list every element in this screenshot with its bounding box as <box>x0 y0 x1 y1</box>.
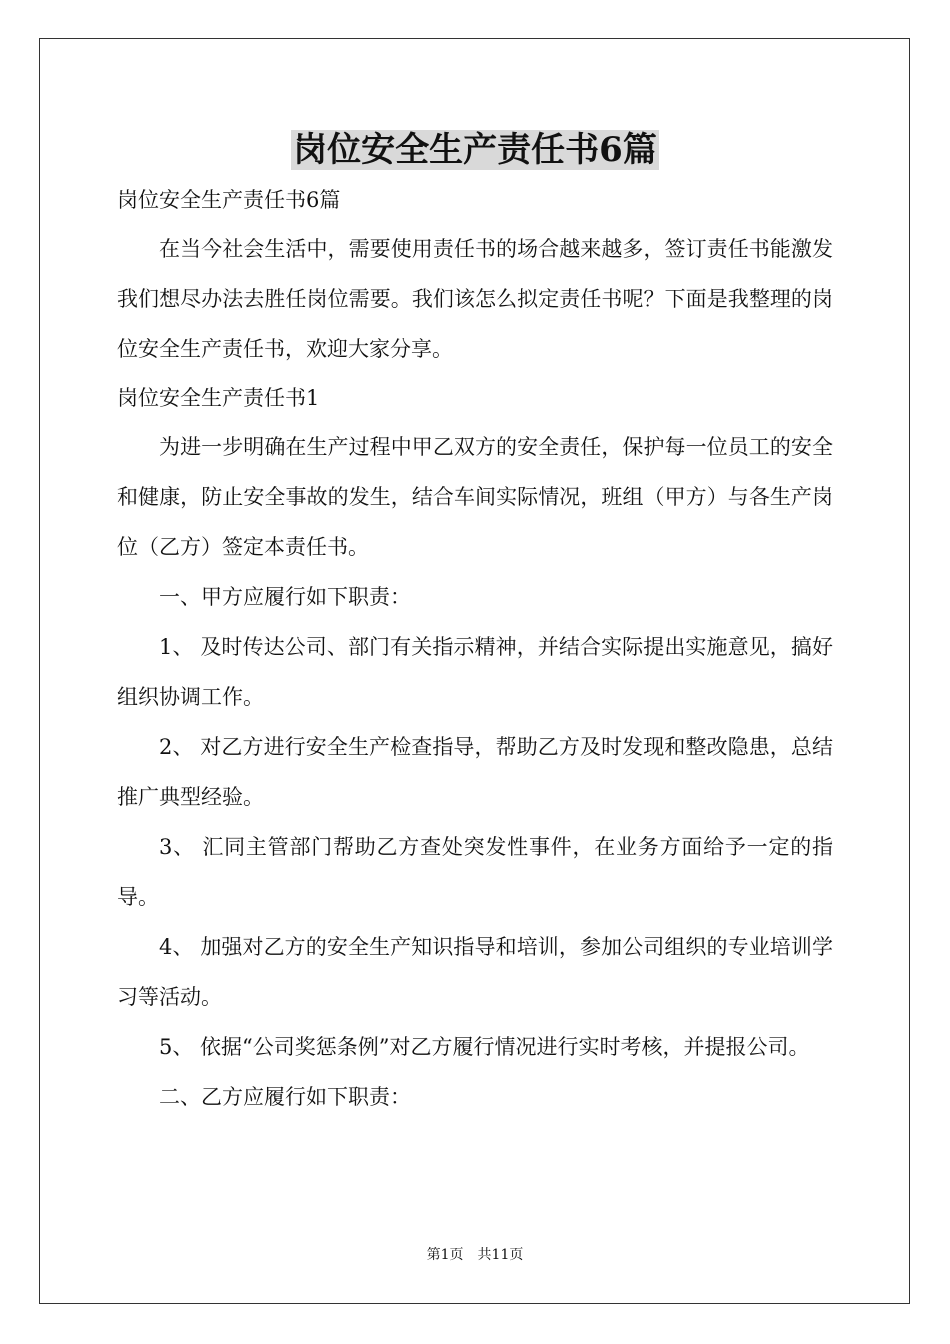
paragraph-party-b-heading: 二、乙方应履行如下职责： <box>159 1085 411 1109</box>
page-number: 第1页 <box>426 1247 464 1263</box>
paragraph-subtitle: 岗位安全生产责任书6篇 <box>117 188 341 212</box>
paragraph-section-heading: 岗位安全生产责任书1 <box>117 386 320 410</box>
paragraph-party-a-heading: 一、甲方应履行如下职责： <box>159 585 411 609</box>
paragraph-item-3: 3、 汇同主管部门帮助乙方查处突发性事件，在业务方面给予一定的指导。 <box>117 835 833 909</box>
paragraph-purpose: 为进一步明确在生产过程中甲乙双方的安全责任，保护每一位员工的安全和健康，防止安全事故的发生，结合车间实际情况，班组（甲方）与各生产岗位（乙方）签定本责任书。 <box>117 435 833 559</box>
page-total: 共11页 <box>477 1247 524 1263</box>
paragraph-item-5: 5、 依据“公司奖惩条例”对乙方履行情况进行实时考核，并提报公司。 <box>159 1035 810 1059</box>
paragraph-item-1: 1、 及时传达公司、部门有关指示精神，并结合实际提出实施意见，搞好组织协调工作。 <box>117 635 833 709</box>
paragraph-item-4: 4、 加强对乙方的安全生产知识指导和培训，参加公司组织的专业培训学习等活动。 <box>117 935 833 1009</box>
document-title-text: 岗位安全生产责任书6篇 <box>293 130 657 170</box>
paragraph-item-2: 2、 对乙方进行安全生产检查指导，帮助乙方及时发现和整改隐患，总结推广典型经验。 <box>117 735 833 809</box>
document-body <box>117 176 833 1122</box>
document-title <box>0 124 950 176</box>
page-footer <box>0 1245 950 1265</box>
paragraph-intro: 在当今社会生活中，需要使用责任书的场合越来越多，签订责任书能激发我们想尽办法去胜任岗位需要。我们该怎么拟定责任书呢？下面是我整理的岗位安全生产责任书，欢迎大家分享。 <box>117 237 833 361</box>
